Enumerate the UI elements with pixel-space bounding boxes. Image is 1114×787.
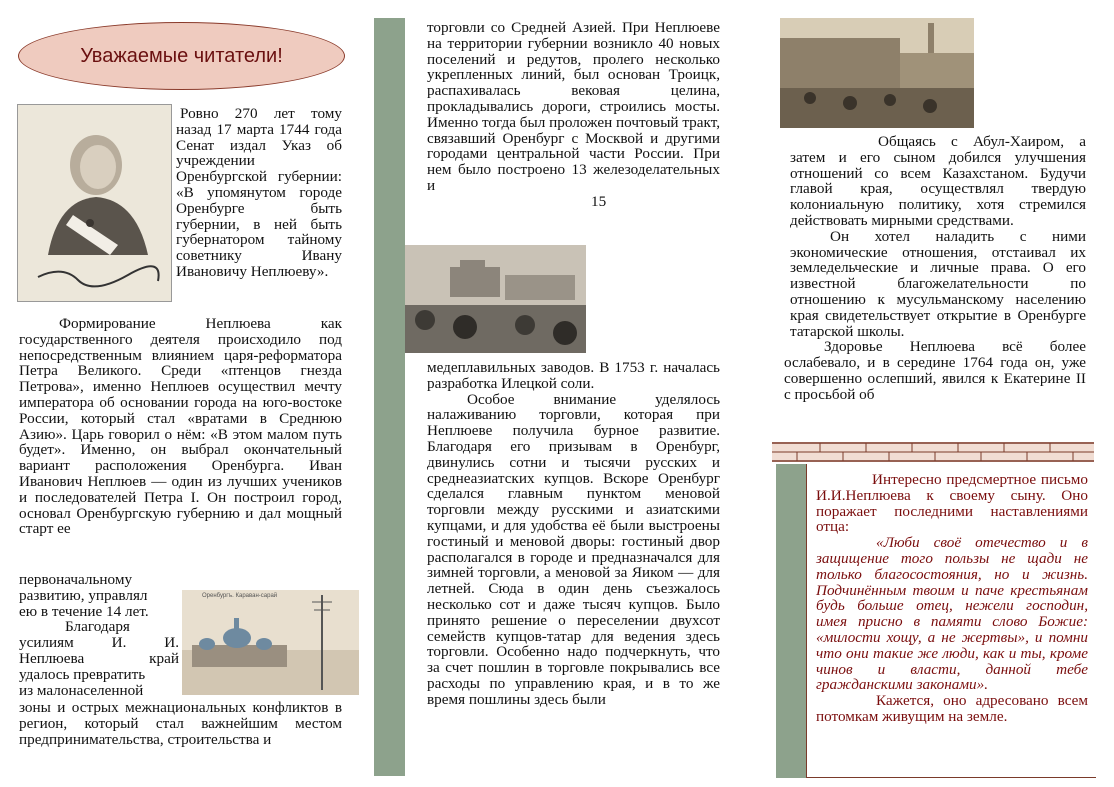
postcard-caption: Оренбургъ. Караван-сарай (202, 593, 278, 599)
market-image (405, 245, 586, 353)
letter-box-text (816, 472, 1088, 725)
column2-top (427, 20, 720, 210)
column1-wrap-lines (19, 572, 179, 698)
street-image (780, 18, 974, 128)
portrait-image (17, 104, 172, 302)
page-title: Уважаемые читатели! (80, 44, 283, 67)
letter-quote: «Люби своё отечество и в защищение того пользы не щади не только благосостояния, но и жизнь. Подчинённым твоим и паче крестьянам будь больше отец, нежели господин, имея присно в памяти слово Божие: «милости хощу, а не жертвы», и помни что они такие же люди, как и ты, кроме чинов и власти, данной тебе гражданскими законами». (816, 534, 1088, 694)
brick-pattern (772, 442, 1094, 462)
column1-line: Неплюева край (19, 649, 179, 667)
divider-bar-left (374, 18, 405, 776)
column1-line: Благодаря (65, 618, 130, 636)
column2-number: 15 (591, 192, 607, 210)
postcard-image (182, 590, 359, 695)
column3-text (784, 133, 1086, 403)
intro-text: Ровно 270 лет тому назад 17 марта 1744 года Сенат издал Указ об учреждении Оренбургской губернии: «В упомянутом городе Оренбурге быть губернии, в ней быть губернатором тайному советнику Ивану Ивановичу Неплюеву». (176, 105, 342, 280)
column1-line: развитию, управлял (19, 586, 148, 604)
column1-line: из малонаселенной (19, 681, 144, 699)
column1-text: Формирование Неплюева как государственного деятеля происходило под непосредственным влиянием царя-реформатора Петра Великого. Среди «птенцов гнезда Петрова», именно Неплюев осуществил мечту императора об основании города на юго-востоке России, который стал «вратами в Среднюю Азию». Царь говорил о нём: «В этом малом путь будет». Именно, он выбрал окончательный вариант расположения Оренбурга. Иван Иванович Неплюев — один из лучших учеников и последователей Петра I. Он построил город, основал Оренбургскую губернию и дал мощный старт ее (19, 315, 342, 538)
intro-paragraph (176, 106, 342, 280)
column1-paragraph2 (19, 316, 342, 537)
column3-paragraph: Здоровье Неплюева всё более ослабевало, и в середине 1764 года он, уже совершенно ослепший, явился к Екатерине II с просьбой об (784, 338, 1086, 403)
page-title-oval (18, 22, 345, 90)
column1-line: усилиям И. И. (19, 634, 179, 652)
street-photo (780, 18, 974, 128)
column1-text: зоны и острых межнациональных конфликтов в регион, который стал важнейшим местом предпринимательства, строительства и (19, 699, 342, 748)
column2-bottom (427, 360, 720, 708)
portrait-engraving (18, 105, 171, 301)
column2-text: медеплавильных заводов. В 1753 г. началась разработка Илецкой соли. (427, 359, 720, 392)
market-photo (405, 245, 586, 353)
column1-line: удалось превратить (19, 665, 146, 683)
column3-paragraph: Общаясь с Абул-Хаиром, а затем и его сыном добился улучшения отношений со всем Казахстаном. Будучи главой края, осуществлял твердую колониальную политику, хотя стремился действовать мирными средствами. (790, 133, 1086, 229)
column2-text: Особое внимание уделялось налаживанию торговли, которая при Неплюеве получила бурное развитие. Благодаря его призывам в Оренбург, двинулись сотни и тысячи русских и среднеазиатских купцов. Вскоре Оренбург сделался главным пунктом меновой торговли между русскими и азиатскими купцами, и для удобства её были выстроены гостиный и меновой дворы: гостиный двор располагался в городе и предназначался для зимней торговли, а меновой за Яиком — для летней. Сюда в один день съезжалось несколько сот и даже тысяч купцов. Было принято решение о переселении двухсот семейств купцов-татар для ведения здесь торговли. Особенно надо подчеркнуть, что за счет пошлин в торговле покрывались все расходы по управлению края, и в то же время пошлины здесь были (427, 390, 720, 708)
column2-text: торговли со Средней Азией. При Неплюеве на территории губернии возникло 40 новых поселений и редутов, пролего несколько укрепленных линий, был основан Троицк, распахивалась вековая целина, прокладывались дороги, строились мосты. Именно тогда был проложен почтовый тракт, связавший Оренбург с Москвой и другими городами центральной части России. При нем было построено 13 железоделательных и (427, 19, 720, 194)
column3-paragraph: Он хотел наладить с ними экономические отношения, отстаивал их земледельческие и личные права. О его известной благожелательности по отношению к мусульманскому населению края свидетельствует открытие в Оренбурге татарской школы. (790, 227, 1086, 340)
column1-line: ею в течение 14 лет. (19, 602, 149, 620)
letter-intro: Интересно предсмертное письмо И.И.Неплюева к своему сыну. Оно поражает последними наставлениями отца: (816, 471, 1088, 536)
column1-line: первоначальному (19, 571, 133, 588)
column1-paragraph3 (19, 700, 342, 747)
decorative-border (772, 442, 1094, 462)
letter-outro: Кажется, оно адресовано всем потомкам живущим на земле. (816, 692, 1088, 725)
divider-bar-right (776, 464, 806, 778)
caravanserai-postcard (182, 590, 359, 695)
